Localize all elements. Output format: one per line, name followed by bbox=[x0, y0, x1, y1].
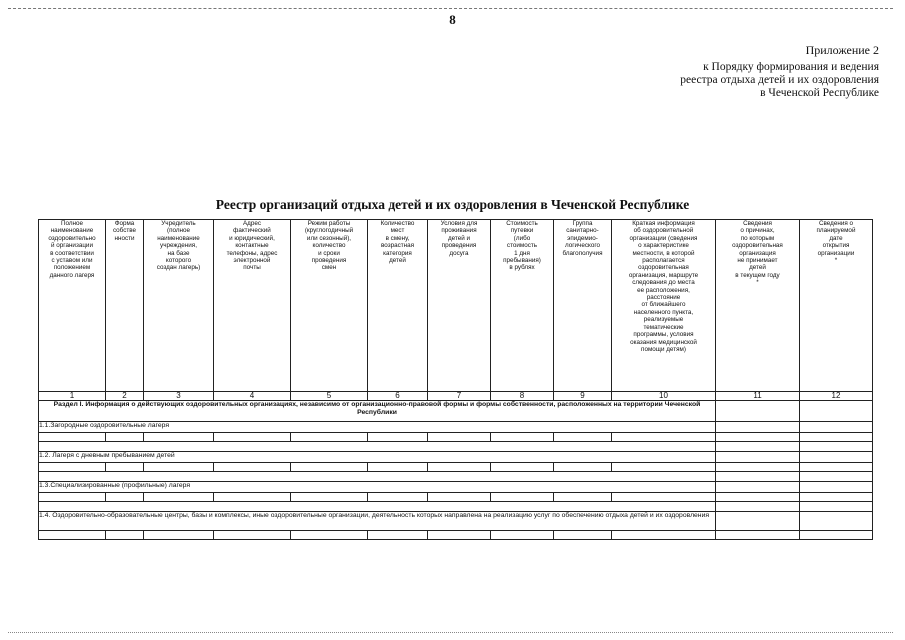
section-row bbox=[39, 401, 873, 422]
column-number: 11 bbox=[716, 392, 800, 401]
empty-cell bbox=[428, 531, 491, 540]
subsection-row bbox=[39, 512, 873, 531]
empty-cell bbox=[106, 463, 144, 472]
subsection-label: 1.1.Загородные оздоровительные лагеря bbox=[39, 422, 716, 433]
empty-cell bbox=[716, 463, 800, 472]
column-number: 6 bbox=[368, 392, 428, 401]
header-cell: Полное наименование оздоровительно й организации в соответствии с уставом или положением данного лагеря bbox=[39, 220, 106, 392]
column-number: 10 bbox=[612, 392, 716, 401]
empty-cell bbox=[800, 482, 873, 493]
column-number: 9 bbox=[554, 392, 612, 401]
registry-table bbox=[38, 219, 873, 540]
column-number: 12 bbox=[800, 392, 873, 401]
column-number: 1 bbox=[39, 392, 106, 401]
empty-cell bbox=[716, 442, 800, 452]
empty-cell bbox=[368, 463, 428, 472]
column-number: 8 bbox=[491, 392, 554, 401]
empty-cell bbox=[39, 433, 106, 442]
empty-cell bbox=[800, 502, 873, 512]
column-number-row bbox=[39, 392, 873, 401]
header-cell: Адрес фактический и юридический, контактные телефоны, адрес электронной почты bbox=[214, 220, 291, 392]
empty-cell bbox=[491, 493, 554, 502]
empty-cell bbox=[368, 433, 428, 442]
subsection-row bbox=[39, 452, 873, 463]
page-number: 8 bbox=[449, 12, 456, 27]
empty-cell bbox=[800, 531, 873, 540]
subsection-row bbox=[39, 422, 873, 433]
empty-cell bbox=[368, 493, 428, 502]
empty-cell bbox=[214, 531, 291, 540]
table-row bbox=[39, 493, 873, 502]
table-header-row bbox=[39, 220, 873, 392]
table-row bbox=[39, 433, 873, 442]
header-cell: Группа санитарно- эпидемио- логического благополучия bbox=[554, 220, 612, 392]
empty-cell bbox=[214, 463, 291, 472]
empty-cell bbox=[106, 433, 144, 442]
appendix-block bbox=[680, 44, 879, 100]
empty-cell bbox=[716, 433, 800, 442]
table-row bbox=[39, 463, 873, 472]
column-number: 3 bbox=[144, 392, 214, 401]
empty-cell bbox=[291, 433, 368, 442]
spacer-row bbox=[39, 442, 873, 452]
empty-cell bbox=[716, 452, 800, 463]
empty-cell bbox=[554, 531, 612, 540]
appendix-line: реестра отдыха детей и их оздоровления bbox=[680, 74, 879, 86]
header-cell: Учредитель (полное наименование учреждения, на базе которого создан лагерь) bbox=[144, 220, 214, 392]
empty-cell bbox=[428, 433, 491, 442]
empty-cell bbox=[800, 472, 873, 482]
table-row bbox=[39, 531, 873, 540]
document-title: Реестр организаций отдыха детей и их оздоровления в Чеченской Республике bbox=[215, 197, 690, 212]
subsection-row bbox=[39, 482, 873, 493]
empty-cell bbox=[428, 463, 491, 472]
empty-cell bbox=[491, 531, 554, 540]
empty-cell bbox=[800, 452, 873, 463]
empty-cell bbox=[144, 433, 214, 442]
empty-cell bbox=[106, 493, 144, 502]
subsection-label: 1.3.Специализированные (профильные) лагеря bbox=[39, 482, 716, 493]
empty-cell bbox=[800, 512, 873, 531]
column-number: 4 bbox=[214, 392, 291, 401]
empty-cell bbox=[428, 493, 491, 502]
empty-cell bbox=[214, 433, 291, 442]
column-number: 5 bbox=[291, 392, 368, 401]
header-cell: Условия для проживания детей и проведения досуга bbox=[428, 220, 491, 392]
empty-cell bbox=[39, 442, 716, 452]
empty-cell bbox=[39, 493, 106, 502]
empty-cell bbox=[214, 493, 291, 502]
header-cell: Стоимость путевки (либо стоимость 1 дня пребывания) в рублях bbox=[491, 220, 554, 392]
section-title: Раздел I. Информация о действующих оздоровительных организациях, независимо от организационно-правовой формы и формы собственности, расположенных на территории Чеченской Республики bbox=[39, 401, 716, 422]
empty-cell bbox=[800, 433, 873, 442]
empty-cell bbox=[716, 482, 800, 493]
empty-cell bbox=[291, 531, 368, 540]
empty-cell bbox=[39, 472, 716, 482]
header-cell: Сведения о причинах, по которым оздоровительная организация не принимает детей в текущем году * bbox=[716, 220, 800, 392]
empty-cell bbox=[716, 401, 800, 422]
empty-cell bbox=[612, 531, 716, 540]
empty-cell bbox=[716, 422, 800, 433]
spacer-row bbox=[39, 472, 873, 482]
header-cell: Сведения о планируемой дате открытия организации * bbox=[800, 220, 873, 392]
empty-cell bbox=[368, 531, 428, 540]
empty-cell bbox=[144, 493, 214, 502]
appendix-title: Приложение 2 bbox=[805, 43, 879, 57]
empty-cell bbox=[106, 531, 144, 540]
empty-cell bbox=[716, 512, 800, 531]
subsection-label: 1.2. Лагеря с дневным пребыванием детей bbox=[39, 452, 716, 463]
empty-cell bbox=[39, 463, 106, 472]
appendix-line: к Порядку формирования и ведения bbox=[703, 61, 879, 73]
empty-cell bbox=[39, 502, 716, 512]
spacer-row bbox=[39, 502, 873, 512]
header-cell: Количество мест в смену, возрастная категория детей bbox=[368, 220, 428, 392]
empty-cell bbox=[716, 472, 800, 482]
empty-cell bbox=[716, 493, 800, 502]
empty-cell bbox=[800, 401, 873, 422]
empty-cell bbox=[716, 502, 800, 512]
scan-edge-bottom bbox=[8, 632, 893, 633]
appendix-line: в Чеченской Республике bbox=[760, 87, 879, 99]
empty-cell bbox=[144, 531, 214, 540]
empty-cell bbox=[800, 493, 873, 502]
scan-edge-top bbox=[8, 8, 893, 9]
empty-cell bbox=[39, 531, 106, 540]
empty-cell bbox=[554, 463, 612, 472]
header-cell: Краткая информация об оздоровительной организации (сведения о характеристике местности, в которой располагается оздоровительная организация, маршруте следования до места ее расположения, расстояние от ближайшего населенного пункта, реализуемые тематические программы, условия оказания медицинской помощи детям) bbox=[612, 220, 716, 392]
empty-cell bbox=[612, 493, 716, 502]
empty-cell bbox=[800, 442, 873, 452]
column-number: 7 bbox=[428, 392, 491, 401]
column-number: 2 bbox=[106, 392, 144, 401]
header-cell: Режим работы (круглогодичный или сезонный), количество и сроки проведения смен bbox=[291, 220, 368, 392]
subsection-label: 1.4. Оздоровительно-образовательные центры, базы и комплексы, иные оздоровительные организации, деятельность которых направлена на реализацию услуг по обеспечению отдыха детей и их оздоровления bbox=[39, 512, 716, 531]
empty-cell bbox=[491, 433, 554, 442]
empty-cell bbox=[554, 433, 612, 442]
empty-cell bbox=[554, 493, 612, 502]
empty-cell bbox=[612, 463, 716, 472]
empty-cell bbox=[291, 463, 368, 472]
empty-cell bbox=[716, 531, 800, 540]
empty-cell bbox=[291, 493, 368, 502]
empty-cell bbox=[800, 463, 873, 472]
empty-cell bbox=[144, 463, 214, 472]
header-cell: Форма собстве нности bbox=[106, 220, 144, 392]
empty-cell bbox=[800, 422, 873, 433]
empty-cell bbox=[612, 433, 716, 442]
empty-cell bbox=[491, 463, 554, 472]
